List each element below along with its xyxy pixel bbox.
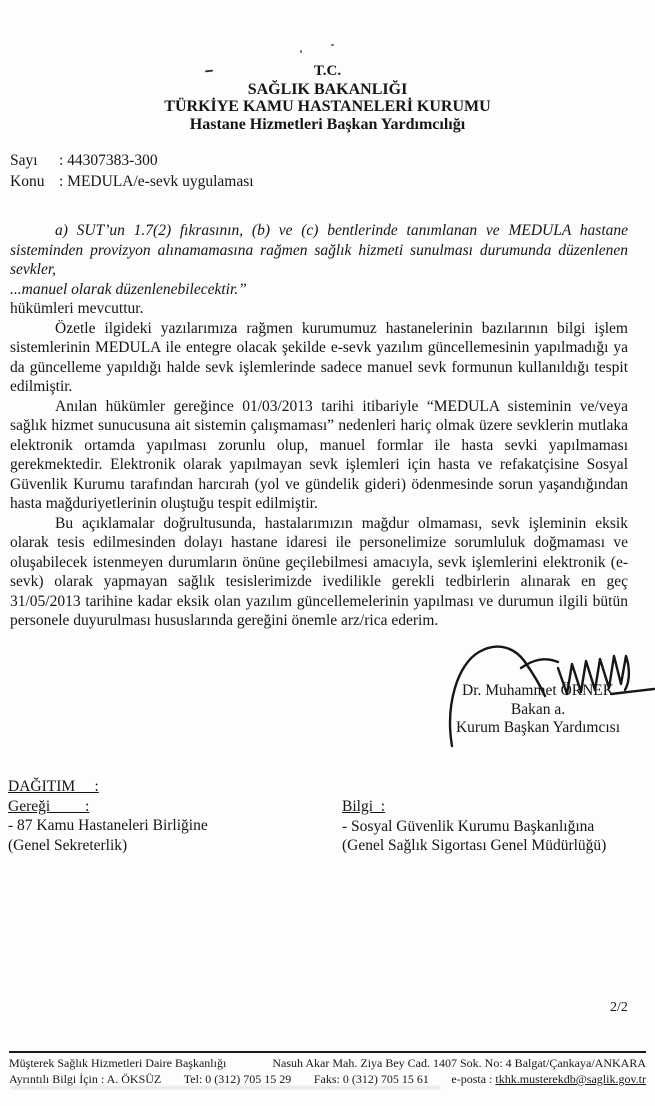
footer-line-1: [9, 1055, 646, 1071]
footer-department: Müşterek Sağlık Hizmetleri Daire Başkanlığı: [9, 1056, 227, 1070]
geregi-item-1: - 87 Kamu Hastaneleri Birliğine: [8, 817, 208, 834]
bilgi-item-2: (Genel Sağlık Sigortası Genel Müdürlüğü): [342, 837, 607, 854]
paragraph-bu: Bu açıklamalar doğrultusunda, hastalarımızın mağdur olmaması, sevk işleminin eksik olarak tesis edilmesinden dolayı hastane idaresi ile personelimize sorumluluk doğmaması ve oluşabilecek istenmeyen durumların önüne geçilebilmesi amacıyla, sevk işlemlerini elektronik (e-sevk) olarak yapmayan sağlık tesislerimizde ivedilikle gerekli tedbirlerin alınarak en geç 31/05/2013 tarihine kadar eksik olan yazılım güncellemelerinin yapılması ve durumun ilgili bütün personele duyurulması hususlarında gereğini önemle arz/rica ederim.: [10, 514, 628, 629]
distribution-section: [8, 777, 607, 855]
provisions-line: hükümleri mevcuttur.: [10, 300, 144, 317]
signature-block: [430, 682, 646, 738]
footer-email: [451, 1071, 646, 1087]
document-meta: [10, 151, 254, 192]
sayi-value: : 44307383-300: [59, 152, 158, 169]
scan-ghost-line: [10, 1086, 440, 1089]
footer-email-address: tkhk.musterekdb@saglik.gov.tr: [495, 1072, 646, 1086]
paragraph-ozetle: Özetle ilgideki yazılarımıza rağmen kurumumuz hastanelerinin bazılarının bilgi işlem sistemlerinin MEDULA ile entegre olacak şekilde e-sevk yazılım güncellemesinin yapılmadığı ya da güncelleme yapıldığı halde sevk işlemlerinde sadece manuel sevk formunun kullanıldığı tespit edilmiştir.: [10, 319, 628, 395]
letter-body: [10, 221, 628, 631]
signer-name: Dr. Muhammet ÖRNEK: [462, 682, 614, 699]
distribution-heading: DAĞITIM :: [8, 778, 99, 795]
bilgi-column: [342, 797, 642, 856]
konu-row: [10, 172, 254, 193]
footer-address: Nasuh Akar Mah. Ziya Bey Cad. 1407 Sok. No: 4 Balgat/Çankaya/ANKARA: [272, 1056, 646, 1070]
geregi-heading: Gereği :: [8, 797, 90, 815]
scan-speck: [300, 50, 302, 53]
footer-email-label: e-posta :: [451, 1072, 496, 1086]
konu-value: : MEDULA/e-sevk uygulaması: [59, 172, 254, 190]
footer: [9, 1051, 646, 1087]
footer-fax: Faks: 0 (312) 705 15 61: [313, 1072, 429, 1086]
header-department: Hastane Hizmetleri Başkan Yardımcılığı: [189, 115, 466, 133]
bilgi-item-1: - Sosyal Güvenlik Kurumu Başkanlığına: [342, 817, 595, 835]
quote-paragraph: a) SUT’un 1.7(2) fıkrasının, (b) ve (c) bentlerinde tanımlanan ve MEDULA hastane sisteminden provizyon alınamamasına rağmen sağlık hizmeti sunulması durumunda düzenlenen sevkler,: [10, 222, 628, 278]
footer-contact-person: Ayrıntılı Bilgi İçin : A. ÖKSÜZ: [9, 1072, 162, 1086]
sayi-label: Sayı: [10, 152, 38, 169]
paragraph-anilan: Anılan hükümler gereğince 01/03/2013 tarihi itibariyle “MEDULA sisteminin ve/veya sağlık hizmet sunucusuna ait sistemin çalışmaması” nedenleri hariç olmak üzere sevklerin mutlaka elektronik ortamda yapılması zorunlu olup, manuel formlar ile hasta sevki yapılmaması gerekmektedir. Elektronik olarak yapılmayan sevk işlemleri için hasta ve refakatçisine Sosyal Güvenlik Kurumu tarafından harcırah (yol ve gündelik gideri) ödenmesinde sorun yaşandığından hasta mağduriyetlerinin oluştuğu tespit edilmiştir.: [10, 397, 628, 512]
scan-speck: [331, 44, 334, 46]
letterhead: [0, 63, 655, 133]
geregi-item-2: (Genel Sekreterlik): [8, 836, 128, 854]
page-number: 2/2: [610, 1000, 628, 1015]
konu-label: Konu: [10, 172, 45, 190]
quote-continuation: ...manuel olarak düzenlenebilecektir.”: [10, 280, 247, 298]
footer-tel: Tel: 0 (312) 705 15 29: [183, 1072, 292, 1086]
footer-line-2: [9, 1071, 646, 1087]
header-institution: TÜRKİYE KAMU HASTANELERİ KURUMU: [164, 98, 491, 115]
signer-title-1: Bakan a.: [510, 700, 566, 718]
header-ministry: SAĞLIK BAKANLIĞI: [247, 80, 408, 98]
signer-title-2: Kurum Başkan Yardımcısı: [455, 719, 621, 736]
header-republic: T.C.: [313, 63, 342, 79]
bilgi-heading: Bilgi :: [342, 798, 386, 815]
sayi-row: [10, 151, 254, 172]
